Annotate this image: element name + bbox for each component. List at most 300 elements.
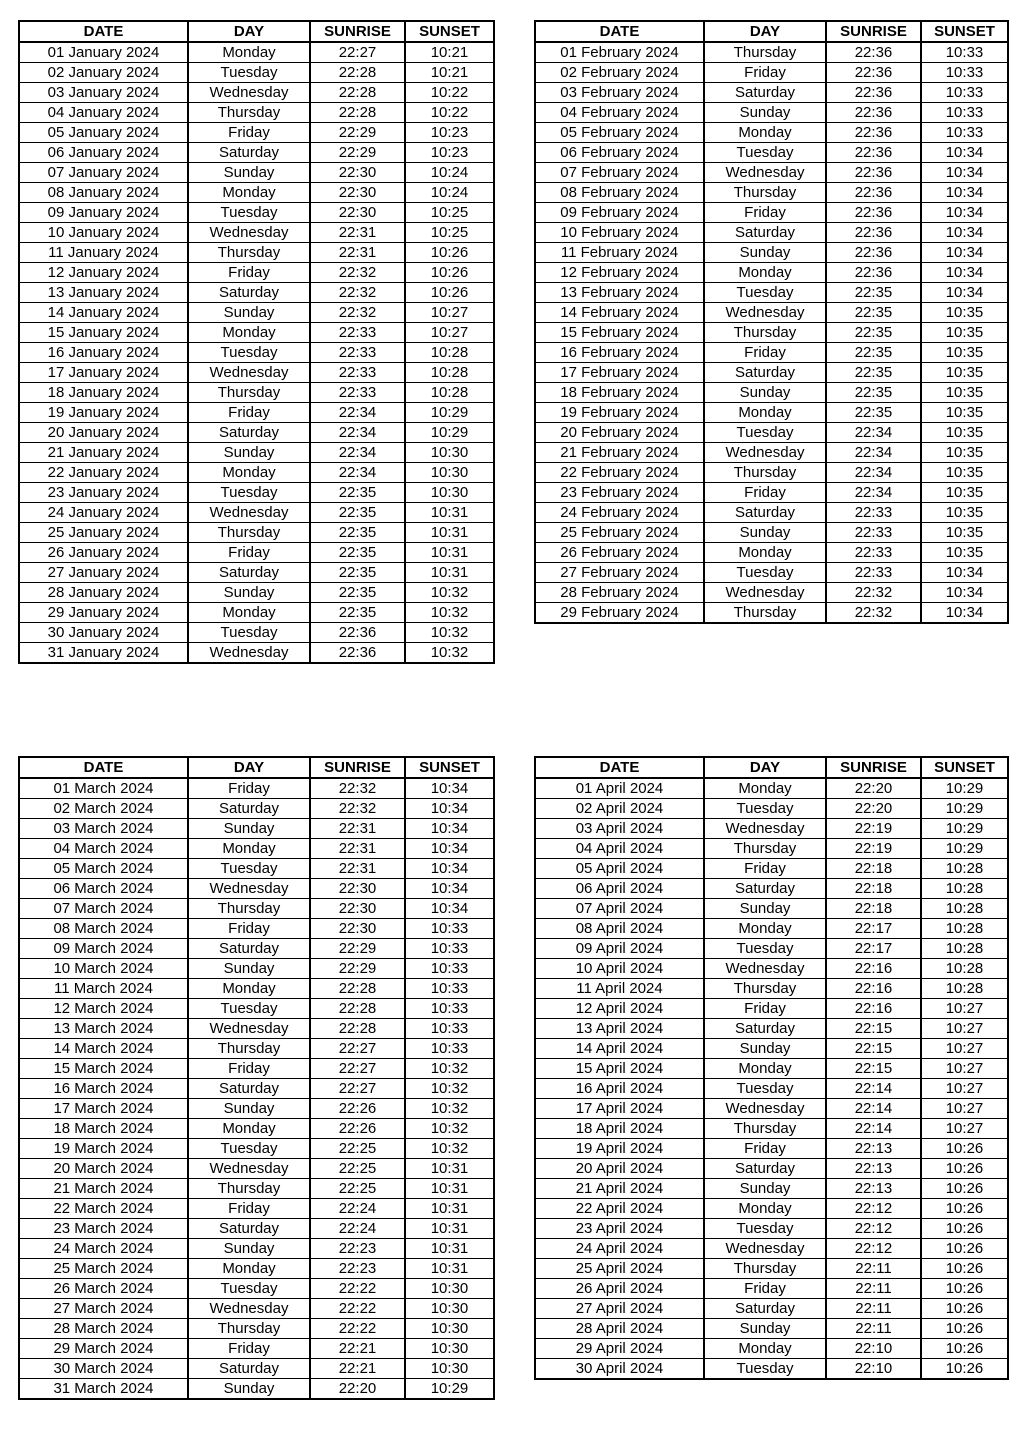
day-cell: Wednesday [188,1159,310,1179]
day-cell: Friday [704,1139,826,1159]
sunrise-cell: 22:25 [310,1139,405,1159]
day-cell: Wednesday [188,643,310,664]
table-row [19,899,494,919]
sunrise-cell: 22:28 [310,83,405,103]
sunset-cell: 10:28 [921,859,1008,879]
day-cell: Monday [704,123,826,143]
day-cell: Tuesday [704,1219,826,1239]
table-row [535,839,1008,859]
table-row [19,1259,494,1279]
date-cell: 16 February 2024 [535,343,704,363]
sunset-cell: 10:34 [405,859,494,879]
table-header-row [535,757,1008,778]
date-cell: 29 February 2024 [535,603,704,624]
date-column-header: DATE [535,757,704,778]
sunset-cell: 10:35 [921,363,1008,383]
table-row [19,263,494,283]
sunset-cell: 10:26 [921,1159,1008,1179]
sunrise-cell: 22:16 [826,979,921,999]
table-row [535,919,1008,939]
sunset-cell: 10:28 [921,959,1008,979]
day-column-header: DAY [704,757,826,778]
table-row [535,1079,1008,1099]
day-cell: Tuesday [704,423,826,443]
date-cell: 22 January 2024 [19,463,188,483]
day-cell: Friday [704,343,826,363]
sunset-cell: 10:29 [405,403,494,423]
table-row [535,303,1008,323]
date-cell: 07 January 2024 [19,163,188,183]
day-cell: Thursday [188,383,310,403]
sunrise-cell: 22:22 [310,1319,405,1339]
sunset-cell: 10:35 [921,543,1008,563]
date-cell: 19 February 2024 [535,403,704,423]
table-row [535,1159,1008,1179]
sunrise-cell: 22:36 [826,263,921,283]
table-row [19,283,494,303]
table-row [19,1099,494,1119]
day-cell: Monday [188,42,310,63]
date-cell: 20 February 2024 [535,423,704,443]
day-cell: Wednesday [704,819,826,839]
day-cell: Thursday [704,839,826,859]
date-cell: 24 March 2024 [19,1239,188,1259]
sunrise-cell: 22:34 [826,463,921,483]
table-row [19,1379,494,1400]
day-cell: Sunday [188,819,310,839]
sunset-cell: 10:31 [405,1179,494,1199]
sunrise-cell: 22:13 [826,1179,921,1199]
date-cell: 01 March 2024 [19,778,188,799]
sunrise-cell: 22:36 [826,143,921,163]
table-row [19,443,494,463]
day-cell: Sunday [188,959,310,979]
sunrise-cell: 22:28 [310,979,405,999]
date-cell: 22 March 2024 [19,1199,188,1219]
day-cell: Tuesday [704,563,826,583]
date-cell: 25 March 2024 [19,1259,188,1279]
date-cell: 10 January 2024 [19,223,188,243]
date-cell: 11 February 2024 [535,243,704,263]
day-cell: Monday [704,778,826,799]
day-cell: Tuesday [188,1139,310,1159]
sunrise-column-header: SUNRISE [826,757,921,778]
table-row [19,143,494,163]
date-cell: 03 February 2024 [535,83,704,103]
day-cell: Monday [704,1199,826,1219]
sunrise-cell: 22:16 [826,999,921,1019]
sunset-cell: 10:31 [405,1259,494,1279]
table-row [535,959,1008,979]
sunset-cell: 10:27 [405,303,494,323]
table-row [535,83,1008,103]
date-cell: 15 February 2024 [535,323,704,343]
sunrise-cell: 22:32 [310,778,405,799]
sunset-cell: 10:32 [405,1079,494,1099]
table-row [19,1239,494,1259]
date-cell: 03 March 2024 [19,819,188,839]
date-cell: 07 April 2024 [535,899,704,919]
table-row [535,1099,1008,1119]
day-cell: Saturday [704,223,826,243]
table-row [19,939,494,959]
sunset-cell: 10:32 [405,1119,494,1139]
date-cell: 05 February 2024 [535,123,704,143]
date-cell: 30 January 2024 [19,623,188,643]
sunrise-cell: 22:35 [826,303,921,323]
sunrise-cell: 22:32 [310,303,405,323]
date-cell: 17 February 2024 [535,363,704,383]
date-cell: 26 March 2024 [19,1279,188,1299]
day-cell: Wednesday [188,83,310,103]
sunset-cell: 10:28 [921,939,1008,959]
date-cell: 25 January 2024 [19,523,188,543]
sunrise-cell: 22:25 [310,1159,405,1179]
table-row [535,1359,1008,1380]
date-cell: 22 April 2024 [535,1199,704,1219]
date-cell: 25 April 2024 [535,1259,704,1279]
table-row [535,1039,1008,1059]
sunset-cell: 10:25 [405,223,494,243]
day-cell: Friday [188,1199,310,1219]
sunrise-cell: 22:18 [826,859,921,879]
date-cell: 30 April 2024 [535,1359,704,1380]
date-cell: 31 March 2024 [19,1379,188,1400]
sunrise-cell: 22:27 [310,42,405,63]
sunrise-cell: 22:17 [826,919,921,939]
sunset-cell: 10:35 [921,463,1008,483]
table-row [535,1259,1008,1279]
sunset-cell: 10:26 [921,1339,1008,1359]
table-row [19,839,494,859]
sunrise-cell: 22:33 [826,523,921,543]
sunset-cell: 10:28 [921,919,1008,939]
sunset-cell: 10:26 [921,1219,1008,1239]
sunset-cell: 10:28 [921,879,1008,899]
date-cell: 14 April 2024 [535,1039,704,1059]
sunrise-cell: 22:15 [826,1039,921,1059]
sunset-cell: 10:35 [921,323,1008,343]
sunset-cell: 10:23 [405,123,494,143]
sunrise-cell: 22:36 [826,243,921,263]
date-cell: 11 April 2024 [535,979,704,999]
table-row [19,83,494,103]
table-row [535,483,1008,503]
day-cell: Saturday [704,1159,826,1179]
day-cell: Wednesday [704,583,826,603]
day-cell: Saturday [188,1079,310,1099]
sunrise-cell: 22:32 [310,263,405,283]
date-cell: 10 April 2024 [535,959,704,979]
sunset-cell: 10:33 [405,919,494,939]
day-cell: Thursday [188,1179,310,1199]
sunset-cell: 10:34 [921,243,1008,263]
day-cell: Thursday [188,523,310,543]
sunrise-cell: 22:25 [310,1179,405,1199]
table-row [19,1179,494,1199]
table-row [535,583,1008,603]
day-cell: Thursday [704,1259,826,1279]
day-cell: Sunday [188,1099,310,1119]
sunrise-cell: 22:33 [826,503,921,523]
table-row [19,423,494,443]
sunrise-cell: 22:20 [826,778,921,799]
sunrise-cell: 22:28 [310,1019,405,1039]
day-cell: Sunday [704,523,826,543]
day-cell: Monday [704,543,826,563]
date-cell: 09 April 2024 [535,939,704,959]
date-cell: 11 March 2024 [19,979,188,999]
sunset-cell: 10:34 [921,583,1008,603]
sunset-cell: 10:23 [405,143,494,163]
table-row [535,939,1008,959]
sunrise-cell: 22:15 [826,1059,921,1079]
sunrise-cell: 22:36 [826,83,921,103]
date-cell: 18 March 2024 [19,1119,188,1139]
sunrise-cell: 22:34 [826,443,921,463]
day-cell: Wednesday [704,959,826,979]
table-row [535,1299,1008,1319]
table-row [19,223,494,243]
date-cell: 27 January 2024 [19,563,188,583]
date-cell: 28 January 2024 [19,583,188,603]
day-cell: Tuesday [188,999,310,1019]
date-cell: 23 March 2024 [19,1219,188,1239]
day-cell: Friday [188,123,310,143]
sunrise-cell: 22:32 [826,603,921,624]
date-cell: 12 January 2024 [19,263,188,283]
day-cell: Wednesday [188,879,310,899]
sunset-cell: 10:34 [405,839,494,859]
day-cell: Monday [188,979,310,999]
date-cell: 18 February 2024 [535,383,704,403]
day-cell: Friday [704,483,826,503]
sunrise-cell: 22:36 [826,223,921,243]
date-cell: 31 January 2024 [19,643,188,664]
sunrise-cell: 22:15 [826,1019,921,1039]
sunrise-cell: 22:35 [826,323,921,343]
table-row [19,643,494,664]
date-cell: 23 April 2024 [535,1219,704,1239]
date-cell: 08 January 2024 [19,183,188,203]
date-cell: 12 February 2024 [535,263,704,283]
date-cell: 05 April 2024 [535,859,704,879]
table-row [535,879,1008,899]
day-cell: Thursday [704,1119,826,1139]
sunrise-cell: 22:35 [310,523,405,543]
sunrise-cell: 22:36 [826,203,921,223]
day-cell: Thursday [704,183,826,203]
table-row [19,563,494,583]
sunset-cell: 10:30 [405,483,494,503]
date-cell: 20 January 2024 [19,423,188,443]
sunset-cell: 10:33 [405,1019,494,1039]
sunrise-cell: 22:14 [826,1079,921,1099]
table-row [19,323,494,343]
date-cell: 20 April 2024 [535,1159,704,1179]
day-cell: Monday [188,183,310,203]
date-cell: 28 February 2024 [535,583,704,603]
sunset-cell: 10:34 [405,819,494,839]
day-cell: Friday [188,1339,310,1359]
table-row [535,1239,1008,1259]
day-cell: Thursday [188,243,310,263]
table-row [535,1339,1008,1359]
sunrise-cell: 22:35 [310,583,405,603]
sunrise-cell: 22:33 [826,563,921,583]
sunset-cell: 10:31 [405,1199,494,1219]
day-cell: Friday [704,1279,826,1299]
date-cell: 17 January 2024 [19,363,188,383]
date-column-header: DATE [19,21,188,42]
date-cell: 08 February 2024 [535,183,704,203]
sunrise-cell: 22:36 [310,623,405,643]
day-column-header: DAY [704,21,826,42]
sunset-cell: 10:29 [405,423,494,443]
sunset-cell: 10:31 [405,523,494,543]
sunset-cell: 10:26 [921,1139,1008,1159]
sunset-cell: 10:34 [921,223,1008,243]
sunrise-cell: 22:19 [826,839,921,859]
sunset-cell: 10:24 [405,183,494,203]
sunset-cell: 10:26 [921,1279,1008,1299]
date-cell: 13 February 2024 [535,283,704,303]
sunrise-cell: 22:20 [310,1379,405,1400]
sunrise-cell: 22:31 [310,819,405,839]
day-cell: Monday [188,603,310,623]
date-cell: 11 January 2024 [19,243,188,263]
table-row [535,423,1008,443]
sunrise-cell: 22:31 [310,839,405,859]
table-row [535,263,1008,283]
sunrise-cell: 22:11 [826,1279,921,1299]
sunset-cell: 10:28 [405,363,494,383]
day-cell: Friday [188,403,310,423]
date-cell: 21 April 2024 [535,1179,704,1199]
sunset-cell: 10:34 [921,603,1008,624]
table-row [19,1159,494,1179]
sunset-cell: 10:26 [921,1319,1008,1339]
sunset-cell: 10:35 [921,303,1008,323]
date-cell: 27 April 2024 [535,1299,704,1319]
table-row [19,959,494,979]
day-cell: Monday [704,1339,826,1359]
table-row [19,343,494,363]
day-cell: Thursday [188,899,310,919]
sunset-cell: 10:34 [405,799,494,819]
sunrise-cell: 22:30 [310,879,405,899]
sunrise-cell: 22:30 [310,203,405,223]
sunset-cell: 10:34 [921,563,1008,583]
sunset-cell: 10:33 [405,999,494,1019]
date-cell: 26 February 2024 [535,543,704,563]
sunrise-cell: 22:24 [310,1219,405,1239]
sunset-cell: 10:30 [405,1359,494,1379]
date-cell: 12 April 2024 [535,999,704,1019]
day-cell: Sunday [188,1239,310,1259]
sunset-cell: 10:29 [405,1379,494,1400]
table-row [535,1179,1008,1199]
sunrise-cell: 22:29 [310,939,405,959]
day-cell: Tuesday [704,799,826,819]
table-row [19,543,494,563]
sunrise-cell: 22:18 [826,879,921,899]
day-cell: Thursday [704,463,826,483]
sunrise-cell: 22:28 [310,999,405,1019]
sunrise-cell: 22:12 [826,1239,921,1259]
table-row [19,1319,494,1339]
sunrise-cell: 22:20 [826,799,921,819]
date-cell: 19 March 2024 [19,1139,188,1159]
sunrise-cell: 22:30 [310,919,405,939]
date-cell: 18 January 2024 [19,383,188,403]
table-row [535,859,1008,879]
sunset-cell: 10:34 [921,163,1008,183]
table-header-row [19,21,494,42]
day-cell: Sunday [704,103,826,123]
sunset-cell: 10:28 [921,899,1008,919]
date-cell: 10 February 2024 [535,223,704,243]
table-row [19,1299,494,1319]
day-cell: Friday [188,263,310,283]
sunrise-cell: 22:35 [310,603,405,623]
day-cell: Saturday [704,879,826,899]
table-row [535,343,1008,363]
date-cell: 15 April 2024 [535,1059,704,1079]
day-cell: Friday [188,1059,310,1079]
date-cell: 04 January 2024 [19,103,188,123]
sunset-cell: 10:33 [921,63,1008,83]
day-cell: Tuesday [704,939,826,959]
table-row [19,1119,494,1139]
day-cell: Tuesday [704,1359,826,1380]
sunset-cell: 10:35 [921,383,1008,403]
table-row [535,63,1008,83]
day-cell: Thursday [704,42,826,63]
date-cell: 13 April 2024 [535,1019,704,1039]
sunrise-cell: 22:33 [826,543,921,563]
date-cell: 17 March 2024 [19,1099,188,1119]
date-cell: 09 March 2024 [19,939,188,959]
table-row [19,1079,494,1099]
date-cell: 17 April 2024 [535,1099,704,1119]
date-cell: 29 March 2024 [19,1339,188,1359]
table-row [535,463,1008,483]
sunrise-cell: 22:36 [826,103,921,123]
day-cell: Tuesday [188,1279,310,1299]
table-row [19,243,494,263]
table-row [535,1279,1008,1299]
date-cell: 08 March 2024 [19,919,188,939]
sunrise-cell: 22:32 [826,583,921,603]
sunset-cell: 10:28 [405,343,494,363]
table-row [19,63,494,83]
sunset-cell: 10:31 [405,503,494,523]
day-cell: Friday [188,919,310,939]
table-row [535,103,1008,123]
table-row [535,603,1008,624]
table-row [535,323,1008,343]
day-cell: Sunday [704,1319,826,1339]
date-cell: 13 January 2024 [19,283,188,303]
day-cell: Monday [188,1119,310,1139]
sunset-cell: 10:26 [921,1359,1008,1380]
table-row [535,1139,1008,1159]
table-row [535,543,1008,563]
table-row [19,123,494,143]
date-cell: 16 April 2024 [535,1079,704,1099]
date-cell: 02 April 2024 [535,799,704,819]
